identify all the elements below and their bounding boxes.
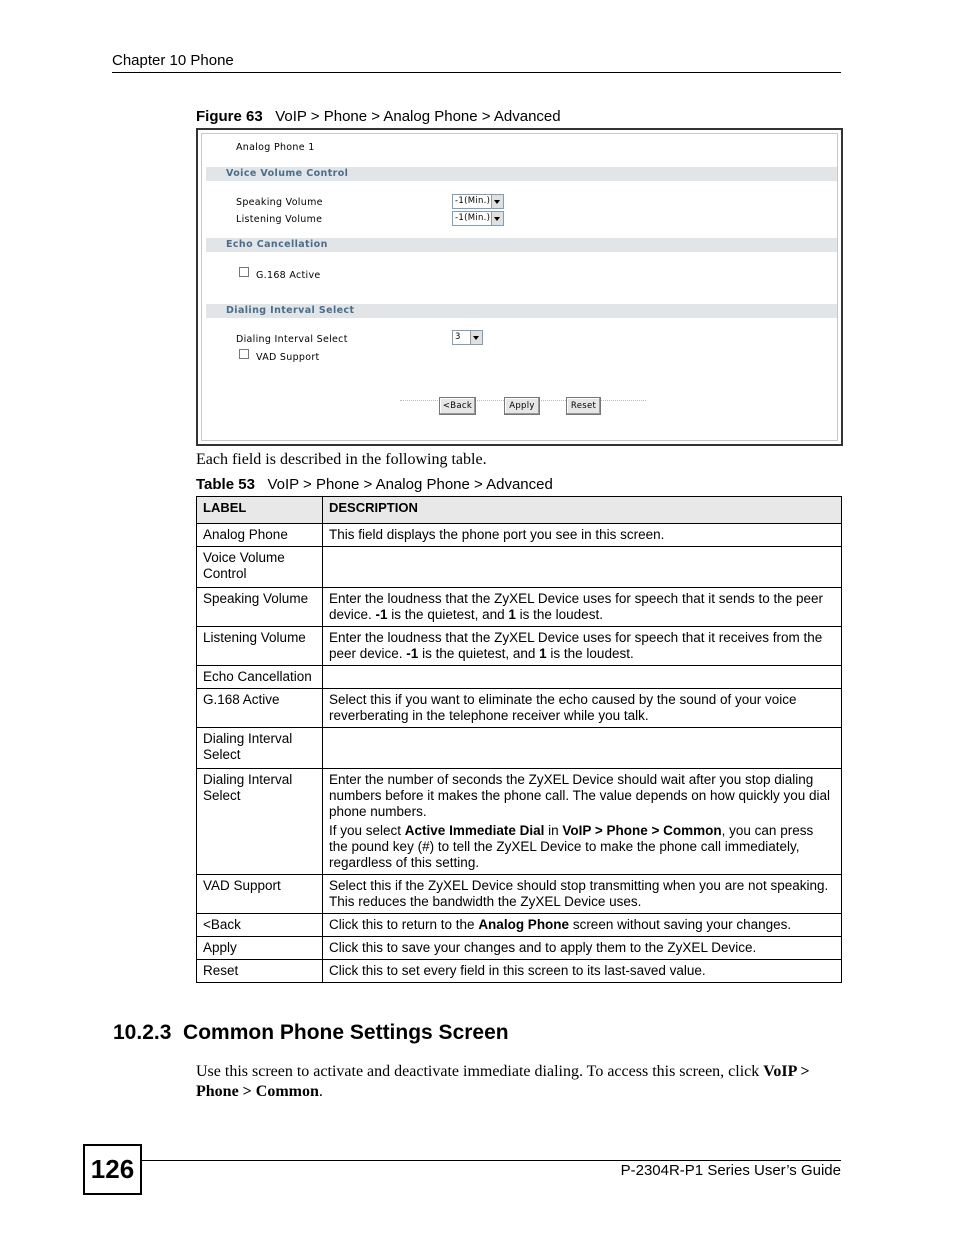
- section-dialing-label: Dialing Interval Select: [226, 305, 355, 316]
- row-description: Select this if the ZyXEL Device should stop transmitting when you are not speaking. This reduces the bandwidth the ZyXEL Device uses.: [323, 875, 842, 914]
- dropdown-arrow-icon[interactable]: [491, 195, 503, 208]
- table-row: [197, 588, 842, 627]
- row-label: Echo Cancellation: [197, 666, 323, 689]
- listening-volume-label: Listening Volume: [236, 214, 323, 225]
- table-row: [197, 914, 842, 937]
- row-label: Dialing Interval Select: [197, 769, 323, 875]
- dropdown-arrow-icon[interactable]: [470, 331, 482, 344]
- section-echo-cancellation: [206, 238, 837, 252]
- intro-text: Each field is described in the following table.: [196, 451, 487, 468]
- speaking-volume-value: -1(Min.): [455, 196, 491, 206]
- reset-button[interactable]: Reset: [566, 397, 601, 415]
- table-caption: [196, 476, 553, 493]
- vad-checkbox[interactable]: [239, 349, 249, 359]
- vad-label: VAD Support: [256, 352, 320, 363]
- figure-caption: [196, 108, 561, 125]
- row-description: [323, 666, 842, 689]
- g168-checkbox[interactable]: [239, 267, 249, 277]
- table-row: [197, 689, 842, 728]
- dropdown-arrow-icon[interactable]: [491, 212, 503, 225]
- row-description: This field displays the phone port you see in this screen.: [323, 524, 842, 547]
- table-header-row: [197, 497, 842, 524]
- row-description: Enter the loudness that the ZyXEL Device uses for speech that it receives from the peer device. -1 is the quietest, and 1 is the loudest.: [323, 627, 842, 666]
- row-description: Select this if you want to eliminate the echo caused by the sound of your voice reverberating in the telephone receiver while you talk.: [323, 689, 842, 728]
- table-row: [197, 666, 842, 689]
- row-label: Speaking Volume: [197, 588, 323, 627]
- table-title: VoIP > Phone > Analog Phone > Advanced: [267, 476, 553, 493]
- table-row: [197, 769, 842, 875]
- table-row: [197, 960, 842, 983]
- label-column-header: LABEL: [197, 497, 323, 524]
- row-label: Analog Phone: [197, 524, 323, 547]
- row-label: VAD Support: [197, 875, 323, 914]
- g168-label: G.168 Active: [256, 270, 321, 281]
- port-title: Analog Phone 1: [236, 142, 315, 153]
- section-dialing-interval: [206, 304, 837, 318]
- listening-volume-value: -1(Min.): [455, 213, 491, 223]
- listening-volume-select[interactable]: [452, 211, 504, 226]
- row-description: Click this to return to the Analog Phone screen without saving your changes.: [323, 914, 842, 937]
- description-column-header: DESCRIPTION: [323, 497, 842, 524]
- guide-title: P-2304R-P1 Series User’s Guide: [620, 1162, 841, 1179]
- row-description: Click this to set every field in this screen to its last-saved value.: [323, 960, 842, 983]
- apply-button[interactable]: Apply: [504, 397, 540, 415]
- dialing-interval-label: Dialing Interval Select: [236, 334, 348, 345]
- table-row: [197, 937, 842, 960]
- table-row: [197, 627, 842, 666]
- table-label: Table 53: [196, 476, 255, 493]
- dialing-interval-select[interactable]: [452, 330, 483, 345]
- figure-label: Figure 63: [196, 108, 263, 125]
- chapter-header: Chapter 10 Phone: [112, 52, 234, 69]
- row-label: <Back: [197, 914, 323, 937]
- section-heading: 10.2.3 Common Phone Settings Screen: [113, 1021, 509, 1044]
- table-row: [197, 524, 842, 547]
- table-row: [197, 875, 842, 914]
- section-echo-label: Echo Cancellation: [226, 239, 328, 250]
- figure-title: VoIP > Phone > Analog Phone > Advanced: [275, 108, 561, 125]
- row-label: Listening Volume: [197, 627, 323, 666]
- row-label: Voice Volume Control: [197, 547, 323, 588]
- dialing-interval-value: 3: [455, 332, 461, 342]
- table-row: [197, 728, 842, 769]
- row-label: Apply: [197, 937, 323, 960]
- analog-phone-advanced-screen: [201, 133, 838, 441]
- header-rule: [112, 72, 841, 73]
- footer-rule: [140, 1160, 841, 1161]
- row-description: Enter the loudness that the ZyXEL Device uses for speech that it sends to the peer device. -1 is the quietest, and 1 is the loudest.: [323, 588, 842, 627]
- section-voice-volume-label: Voice Volume Control: [226, 168, 349, 179]
- row-label: Dialing Interval Select: [197, 728, 323, 769]
- back-button[interactable]: <Back: [439, 397, 476, 415]
- table-row: [197, 547, 842, 588]
- speaking-volume-select[interactable]: [452, 194, 504, 209]
- row-description: [323, 547, 842, 588]
- page-number: 126: [83, 1144, 142, 1195]
- row-label: Reset: [197, 960, 323, 983]
- section-voice-volume: [206, 167, 837, 181]
- row-description: Click this to save your changes and to apply them to the ZyXEL Device.: [323, 937, 842, 960]
- row-description: [323, 728, 842, 769]
- row-description: Enter the number of seconds the ZyXEL Device should wait after you stop dialing numbers before it makes the phone call. The value depends on how quickly you dial phone numbers. If you select Active Immediate Dial in VoIP > Phone > Common, you can press the pound key (#) to tell the ZyXEL Device to make the phone call immediately, regardless of this setting.: [323, 769, 842, 875]
- row-label: G.168 Active: [197, 689, 323, 728]
- figure-screenshot: [196, 128, 843, 446]
- speaking-volume-label: Speaking Volume: [236, 197, 323, 208]
- field-description-table: [196, 496, 842, 983]
- section-paragraph: Use this screen to activate and deactivate immediate dialing. To access this screen, click VoIP > Phone > Common.: [196, 1063, 810, 1100]
